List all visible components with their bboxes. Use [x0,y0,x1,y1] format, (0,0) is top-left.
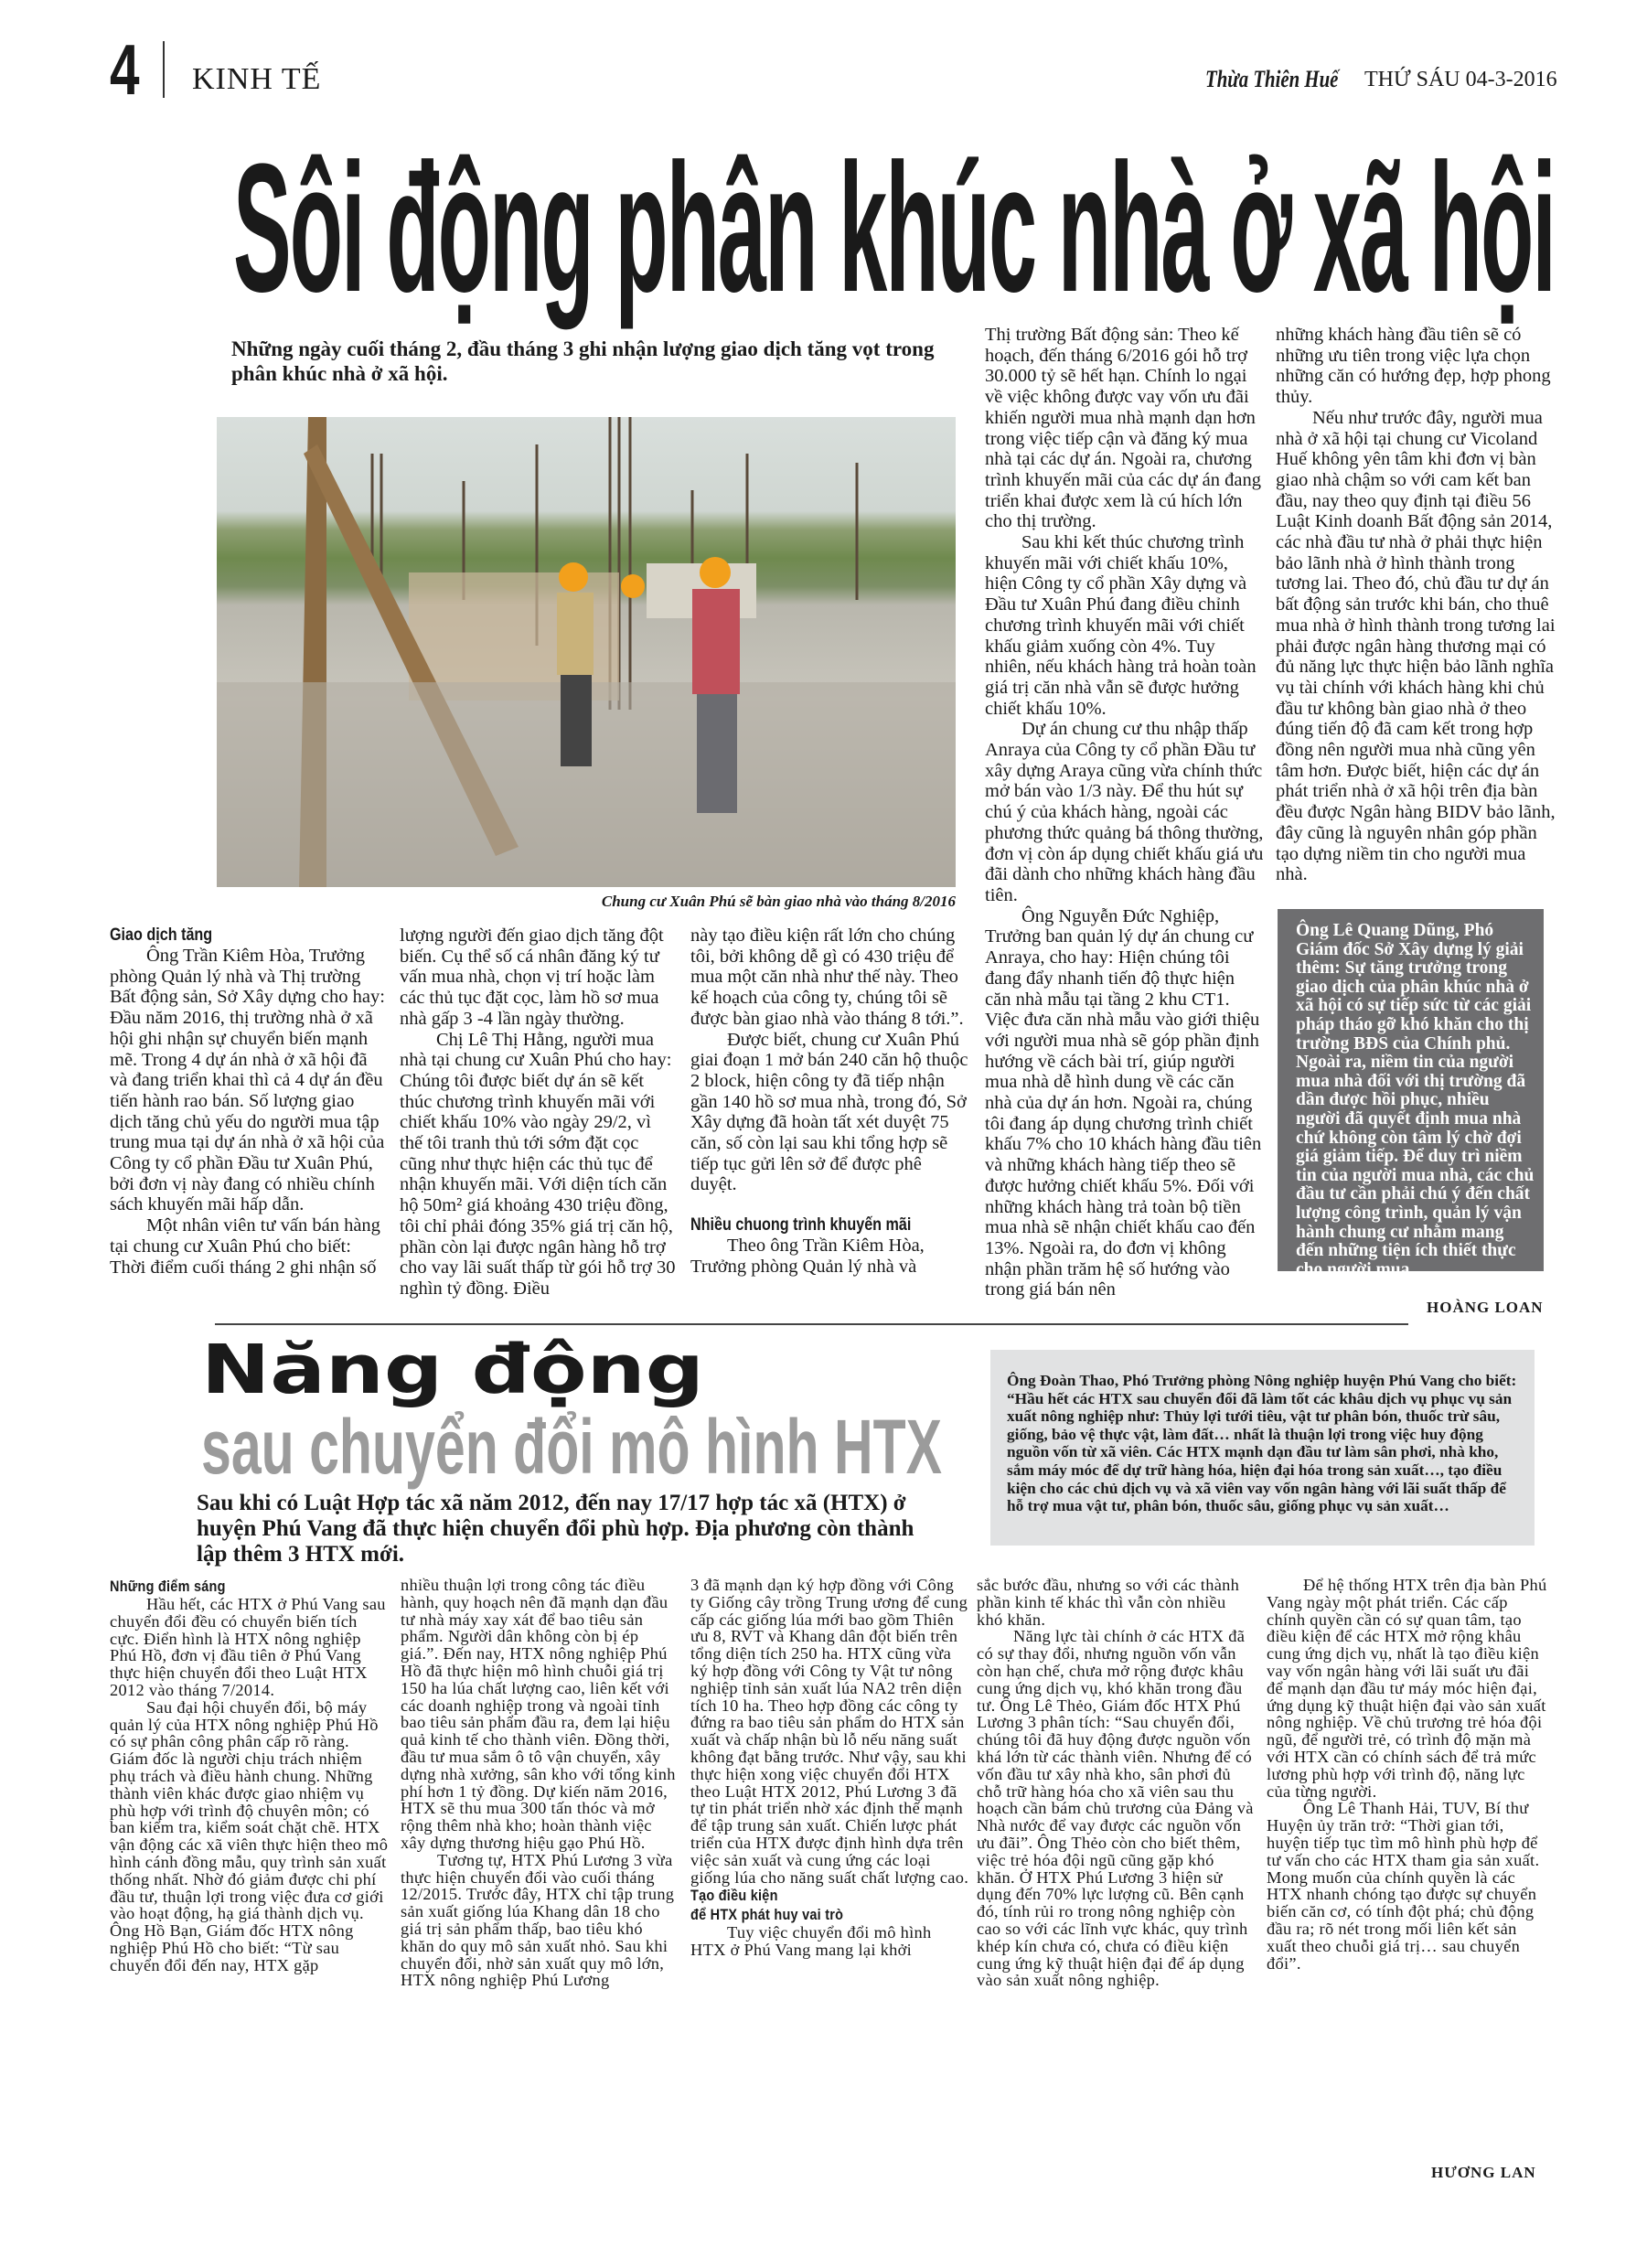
header-divider [163,41,165,98]
paragraph: Theo ông Trần Kiêm Hòa, Trưởng phòng Quản lý nhà và [690,1236,925,1277]
paragraph: Thị trường Bất động sản: Theo kế hoạch, đến tháng 6/2016 gói hỗ trợ 30.000 tỷ sẽ hết hạn. Chính lo ngại về việc không được vay vốn ưu đãi khiến người mua nhà mạnh dạn hơn trong việc tiếp cận và đăng ký mua nhà tại các dự án. Ngoài ra, chương trình khuyến mãi của các dự án đang triển khai được xem là cú hích lớn cho thị trường. [985,325,1261,532]
subheading: Tạo điều kiện [690,1887,778,1905]
issue-date: THỨ SÁU 04-3-2016 [1364,68,1557,91]
paragraph: những khách hàng đầu tiên sẽ có những ưu tiên trong việc lựa chọn những căn có hướng đẹp, hợp phong thủy. [1276,325,1551,408]
paragraph: Được biết, chung cư Xuân Phú giai đoạn 1 mở bán 240 căn hộ thuộc 2 block, hiện công ty đã tiếp nhận gần 140 hồ sơ mua nhà, trong đó, Sở Xây dựng đã hoàn tất xét duyệt 75 căn, số còn lại sau khi tổng hợp sẽ tiếp tục gửi lên sở để được phê duyệt. [690,1029,968,1195]
paragraph: Tương tự, HTX Phú Lương 3 vừa thực hiện chuyển đổi vào cuối tháng 12/2015. Trước đây, HTX chỉ tập trung sản xuất giống lúa Khang dân 18 cho giá trị sản phẩm thấp, bao tiêu khó khăn do quy mô sản xuất nhỏ. Sau khi chuyển đổi, nhờ sản xuất quy mô lớn, HTX nông nghiệp Phú Lương [401,1850,675,1990]
text-column [985,325,1264,1303]
text-column [1267,1577,1550,2158]
text-column [1276,325,1559,901]
paragraph: Nếu như trước đây, người mua nhà ở xã hội tại chung cư Vicoland Huế không yên tâm khi đơn vị bàn giao nhà chậm so với cam kết ban đầu, nay theo quy định tại điều 56 Luật Kinh doanh Bất động sản 2014, các nhà đầu tư nhà ở phải thực hiện bảo lãnh nhà ở hình thành trong tương lai. Theo đó, chủ đầu tư dự án bất động sản trước khi bán, cho thuê mua nhà ở hình thành trong tương lai phải được ngân hàng thương mại có đủ năng lực thực hiện bảo lãnh nghĩa vụ tài chính với khách hàng khi chủ đầu tư không bàn giao nhà ở theo đúng tiến độ đã cam kết trong hợp đồng nên người mua nhà cũng yên tâm hơn. Được biết, hiện các dự án phát triển nhà ở xã hội trên địa bàn đều được Ngân hàng BIDV bảo lãnh, đây cũng là nguyên nhân góp phần tạo dựng niềm tin cho người mua nhà. [1276,407,1556,885]
subheading: Nhiều chuong trình khuyến mãi [690,1215,912,1236]
subheading: Những điểm sáng [110,1578,226,1595]
paragraph: Sau khi kết thúc chương trình khuyến mãi với chiết khấu 10%, hiện Công ty cổ phần Xây dựng và Đầu tư Xuân Phú đang điều chỉnh chương trình khuyến mãi với chiết khấu giảm xuống còn 4%. Tuy nhiên, nếu khách hàng trả hoàn toàn giá trị căn nhà vẫn sẽ được hưởng chiết khấu 10%. [985,532,1257,719]
paragraph: Tuy việc chuyển đổi mô hình HTX ở Phú Vang mang lại khởi [690,1923,932,1960]
text-column [110,925,386,1300]
photo-caption: Chung cư Xuân Phú sẽ bàn giao nhà vào tháng 8/2016 [601,893,956,910]
text-column [977,1577,1256,2180]
spacer [690,1195,969,1215]
paragraph: này tạo điều kiện rất lớn cho chúng tôi, bởi không dễ gì có 430 triệu để mua một căn nhà như thế này. Theo kế hoạch của công ty, chúng tôi sẽ được bàn giao nhà vào tháng 8 tới.”. [690,925,964,1029]
quote-sidebar: Ông Lê Quang Dũng, Phó Giám đốc Sở Xây dựng lý giải thêm: Sự tăng trưởng trong giao dịch của phân khúc nhà ở xã hội có sự tiếp sức từ các giải pháp tháo gỡ khó khăn cho thị trường BĐS của Chính phủ. Ngoài ra, niềm tin của người mua nhà đối với thị trường đã dần được hồi phục, nhiều người đã quyết định mua nhà chứ không còn tâm lý chờ đợi giá giảm tiếp. Để duy trì niềm tin của người mua nhà, các chủ đầu tư cần phải chú ý đến chất lượng công trình, quản lý vận hành chung cư nhằm mang đến những tiện ích thiết thực cho người mua. [1278,909,1544,1271]
paragraph: Dự án chung cư thu nhập thấp Anraya của Công ty cổ phần Đầu tư xây dựng Araya cũng vừa chính thức mở bán vào 1/3 này. Để thu hút sự chú ý của khách hàng, ngoài các phương thức quảng bá thông thường, đơn vị còn áp dụng chiết khấu giá ưu đãi dành cho những khách hàng đầu tiên. [985,719,1264,905]
paragraph: 3 đã mạnh dạn ký hợp đồng với Công ty Giống cây trồng Trung ương để cung cấp các giống lúa mới bao gồm Thiên ưu 8, RVT và Khang dân đột biến trên tổng diện tích 250 ha. HTX cũng vừa ký hợp đồng với Công ty Vật tư nông nghiệp tỉnh sản xuất lúa NA2 trên diện tích 10 ha. Theo hợp đồng các công ty đứng ra bao tiêu sản phẩm do HTX sản xuất và chấp nhận bù lỗ nếu năng suất không đạt bằng trước. Như vậy, sau khi thực hiện xong việc chuyển đổi HTX theo Luật HTX 2012, Phú Lương 3 đã tự tin phát triển nhờ xác định thế mạnh để tập trung sản xuất. Chiến lược phát triển của HTX được định hình dựa trên việc sản xuất và cung ứng các loại giống lúa cho năng suất chất lượng cao. [690,1577,969,1887]
subheading: để HTX phát huy vai trò [690,1906,844,1924]
article-divider [215,1323,1408,1325]
subheading: Giao dịch tăng [110,925,213,945]
paragraph: Năng lực tài chính ở các HTX đã có sự thay đổi, nhưng nguồn vốn vẫn còn hạn chế, chưa mở rộng được khâu cung ứng dịch vụ, khó khăn trong đầu tư. Ông Lê Thẻo, Giám đốc HTX Phú Lương 3 phân tích: “Sau chuyển đổi, chúng tôi đã huy động được nguồn vốn khá lớn từ các thành viên. Nhưng để có vốn đầu tư xây nhà kho, sân phơi đủ chỗ trữ hàng hóa cho xã viên sau thu hoạch cần bám chủ trương của Đảng và Nhà nước để vay được các nguồn vốn ưu đãi”. Ông Thẻo còn cho biết thêm, việc trẻ hóa đội ngũ cũng gặp khó khăn. Ở HTX Phú Lương 3 hiện sử dụng đến 70% lực lượng cũ. Bên cạnh đó, tính rủi ro trong nông nghiệp còn cao so với các lĩnh vực khác, quy trình khép kín chưa có, chưa có điều kiện cung ứng kỹ thuật hiện đại để áp dụng vào sản xuất nông nghiệp. [977,1627,1254,1990]
article-lead: Những ngày cuối tháng 2, đầu tháng 3 ghi nhận lượng giao dịch tăng vọt trong phân khúc nhà ở xã hội. [231,337,935,385]
paragraph: Ông Nguyễn Đức Nghiệp, Trưởng ban quản lý dự án chung cư Anraya, cho hay: Hiện chúng tôi đang đẩy nhanh tiến độ thực hiện căn nhà mẫu tại tầng 2 khu CT1. Việc đưa căn nhà mẫu vào giới thiệu với người mua nhà sẽ góp phần định hướng về cách bài trí, giúp người mua nhà dễ hình dung về các căn nhà của dự án hơn. Ngoài ra, chúng tôi đang áp dụng chương trình chiết khấu 7% cho 10 khách hàng đầu tiên và những khách hàng tiếp theo sẽ được hưởng chiết khấu 5%. Đối với những khách hàng trả toàn bộ tiền mua nhà sẽ nhận chiết khấu cao đến 13%. Ngoài ra, do đơn vị không nhận phần trăm hệ số hướng vào trong giá bán nên [985,905,1262,1300]
paragraph: nhiều thuận lợi trong công tác điều hành, quy hoạch nên đã mạnh dạn đầu tư nhà máy xay xát để bao tiêu sản phẩm. Người dân không còn bị ép giá.”. Đến nay, HTX nông nghiệp Phú Hồ đã thực hiện mô hình chuỗi giá trị 150 ha lúa chất lượng cao, liên kết với các doanh nghiệp trong và ngoài tỉnh bao tiêu sản phẩm đầu ra, đem lại hiệu quả kinh tế cho thành viên. Đồng thời, đầu tư mua sắm ô tô vận chuyển, xây dựng nhà xưởng, sân kho với tổng kinh phí hơn 1 tỷ đồng. Dự kiến năm 2016, HTX sẽ thu mua 300 tấn thóc và mở rộng thêm nhà kho; hoàn thành việc xây dựng thương hiệu gạo Phú Hồ. [401,1577,676,1852]
paragraph: Ông Trần Kiêm Hòa, Trưởng phòng Quản lý nhà và Thị trường Bất động sản, Sở Xây dựng cho hay: Đầu năm 2016, thị trường nhà ở xã hội ghi nhận sự chuyển biến mạnh mẽ. Trong 4 dự án nhà ở xã hội đã và đang triển khai thì cả 4 dự án đều tiến hành rao bán. Số lượng giao dịch tăng chủ yếu do người mua tập trung mua tại dự án nhà ở xã hội của Công ty cổ phần Đầu tư Xuân Phú, bởi đơn vị này đang có nhiều chính sách khuyến mãi hấp dẫn. [110,946,385,1215]
page-number: 4 [110,29,140,110]
author-byline: HƯƠNG LAN [1431,2164,1536,2181]
text-column [690,925,969,1300]
newspaper-name: Thừa Thiên Huế [1205,66,1339,92]
quote-sidebar: Ông Đoàn Thao, Phó Trưởng phòng Nông nghiệp huyện Phú Vang cho biết: “Hầu hết các HTX sau chuyển đổi đã làm tốt các khâu dịch vụ phục vụ sản xuất nông nghiệp như: Thủy lợi tưới tiêu, vật tư phân bón, thuốc trừ sâu, giống, bảo vệ thực vật, làm đất… nhất là thuận lợi trong việc huy động nguồn vốn từ xã viên. Các HTX mạnh dạn đầu tư làm sân phơi, nhà kho, sắm máy móc để dự trữ hàng hóa, hiện đại hóa trong sản xuất…, tạo điều kiện cho các chủ dịch vụ và xã viên vay vốn ngân hàng với lãi suất thấp để hỗ trợ mua vật tư, phân bón, thuốc sâu, giống phục vụ sản xuất… [990,1350,1535,1546]
paragraph: sắc bước đầu, nhưng so với các thành phần kinh tế khác thì vẫn còn nhiều khó khăn. [977,1577,1240,1629]
paragraph: Chị Lê Thị Hằng, người mua nhà tại chung cư Xuân Phú cho hay: Chúng tôi được biết dự án sẽ kết thúc chương trình khuyến mãi với chiết khấu 10% vào ngày 29/2, vì thế tôi tranh thủ tới sớm đặt cọc cũng như thực hiện các thủ tục để nhận khuyến mãi. Với diện tích căn hộ 50m² giá khoảng 430 triệu đồng, tôi chỉ phải đóng 35% giá trị căn hộ, phần còn lại được ngân hàng hỗ trợ cho vay lãi suất thấp từ gói hỗ trợ 30 nghìn tỷ đồng. Điều [400,1029,676,1299]
headline-line-1: Năng động [201,1331,704,1409]
text-column [110,1577,389,2180]
headline: Sôi động phân khúc nhà ở xã hội [233,126,1555,330]
headline-line-2: sau chuyển đổi mô hình HTX [201,1404,942,1490]
paragraph: Ông Lê Thanh Hải, TUV, Bí thư Huyện ủy trăn trở: “Thời gian tới, huyện tiếp tục tìm mô hình phù hợp để tư vấn cho các HTX tham gia sản xuất. Mong muốn của chính quyền là các HTX nhanh chóng tạo được sự chuyển biến căn cơ, có tính đột phá; chủ động đầu ra; rõ nét trong mối liên kết sản xuất theo chuỗi giá trị… sau chuyển đổi”. [1267,1799,1540,1973]
article-lead: Sau khi có Luật Hợp tác xã năm 2012, đến nay 17/17 hợp tác xã (HTX) ở huyện Phú Vang đã thực hiện chuyển đổi phù hợp. Địa phương còn thành lập thêm 3 HTX mới. [197,1491,914,1567]
construction-photo [217,417,956,887]
text-column [401,1577,679,2180]
author-byline: HOÀNG LOAN [1427,1299,1544,1316]
text-column [400,925,676,1300]
paragraph: Một nhân viên tư vấn bán hàng tại chung cư Xuân Phú cho biết: Thời điểm cuối tháng 2 ghi nhận số [110,1215,380,1278]
text-column [690,1577,969,2180]
paragraph: lượng người đến giao dịch tăng đột biến. Cụ thể số cá nhân đăng ký tư vấn mua nhà, chọn vị trí hoặc làm các thủ tục đặt cọc, làm hồ sơ mua nhà gấp 3 -4 lần ngày thường. [400,925,664,1029]
paragraph: Sau đại hội chuyển đổi, bộ máy quản lý của HTX nông nghiệp Phú Hồ có sự phân công phân cấp rõ ràng. Giám đốc là người chịu trách nhiệm phụ trách và điều hành chung. Những thành viên khác được giao nhiệm vụ phù hợp với trình độ chuyên môn; có ban kiểm tra, kiểm soát chặt chẽ. HTX vận động các xã viên thực hiện theo mô hình cánh đồng mẫu, quy trình sản xuất thống nhất. Nhờ đó giảm được chi phí đầu tư, thuận lợi trong việc đưa cơ giới vào hoạt động, hạ giá thành dịch vụ. Ông Hồ Bạn, Giám đốc HTX nông nghiệp Phú Hồ cho biết: “Từ sau chuyển đổi đến nay, HTX gặp [110,1697,389,1974]
paragraph: Hầu hết, các HTX ở Phú Vang sau chuyển đổi đều có chuyển biến tích cực. Điển hình là HTX nông nghiệp Phú Hồ, đơn vị đầu tiên ở Phú Vang thực hiện chuyển đổi theo Luật HTX 2012 vào tháng 7/2014. [110,1595,386,1699]
paragraph: Để hệ thống HTX trên địa bàn Phú Vang ngày một phát triển. Các cấp chính quyền cần có sự quan tâm, tạo điều kiện để các HTX mở rộng khâu cung ứng dịch vụ, nhất là tạo điều kiện vay vốn ngân hàng với lãi suất ưu đãi để mạnh dạn đầu tư máy móc hiện đại, ứng dụng kỹ thuật hiện đại vào sản xuất nông nghiệp. Về chủ trương trẻ hóa đội ngũ, để người trẻ, có trình độ mặn mà với HTX cần có chính sách để trả mức lương phù hợp với trình độ, năng lực của từng người. [1267,1577,1547,1801]
section-name: KINH TẾ [192,62,322,96]
